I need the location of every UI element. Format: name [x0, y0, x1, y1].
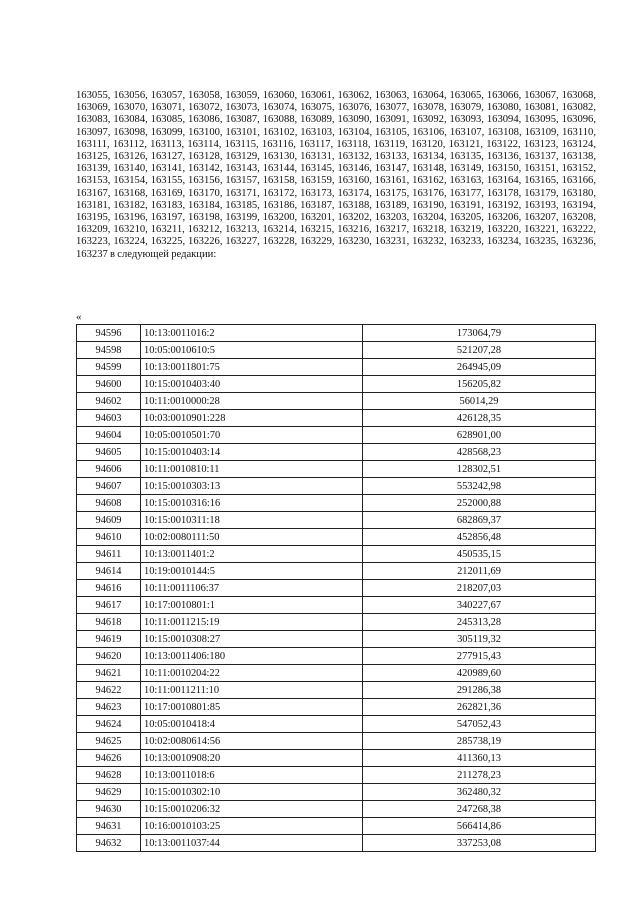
cadastral-value-cell: 173064,79	[363, 325, 596, 342]
row-number-cell: 94625	[77, 733, 141, 750]
cadastral-number-cell: 10:15:0010316:16	[141, 495, 363, 512]
cadastral-value-cell: 628901,00	[363, 427, 596, 444]
cadastral-number-cell: 10:17:0010801:1	[141, 597, 363, 614]
row-number-cell: 94608	[77, 495, 141, 512]
table-row	[77, 682, 596, 699]
table-row	[77, 784, 596, 801]
cadastral-value-cell: 452856,48	[363, 529, 596, 546]
row-number-cell: 94598	[77, 342, 141, 359]
row-number-cell: 94614	[77, 563, 141, 580]
row-number-cell: 94632	[77, 835, 141, 852]
cadastral-number-cell: 10:17:0010801:85	[141, 699, 363, 716]
row-number-cell: 94606	[77, 461, 141, 478]
body-paragraph: 163055, 163056, 163057, 163058, 163059, 163060, 163061, 163062, 163063, 163064, 163065, 163066, 163067, 163068, 163069, 163070, 163071, 163072, 163073, 163074, 163075, 163076, 163077, 163078, 163079, 163080, 163081, 163082, 163083, 163084, 163085, 163086, 163087, 163088, 163089, 163090, 163091, 163092, 163093, 163094, 163095, 163096, 163097, 163098, 163099, 163100, 163101, 163102, 163103, 163104, 163105, 163106, 163107, 163108, 163109, 163110, 163111, 163112, 163113, 163114, 163115, 163116, 163117, 163118, 163119, 163120, 163121, 163122, 163123, 163124, 163125, 163126, 163127, 163128, 163129, 163130, 163131, 163132, 163133, 163134, 163135, 163136, 163137, 163138, 163139, 163140, 163141, 163142, 163143, 163144, 163145, 163146, 163147, 163148, 163149, 163150, 163151, 163152, 163153, 163154, 163155, 163156, 163157, 163158, 163159, 163160, 163161, 163162, 163163, 163164, 163165, 163166, 163167, 163168, 163169, 163170, 163171, 163172, 163173, 163174, 163175, 163176, 163177, 163178, 163179, 163180, 163181, 163182, 163183, 163184, 163185, 163186, 163187, 163188, 163189, 163190, 163191, 163192, 163193, 163194, 163195, 163196, 163197, 163198, 163199, 163200, 163201, 163202, 163203, 163204, 163205, 163206, 163207, 163208, 163209, 163210, 163211, 163212, 163213, 163214, 163215, 163216, 163217, 163218, 163219, 163220, 163221, 163222, 163223, 163224, 163225, 163226, 163227, 163228, 163229, 163230, 163231, 163232, 163233, 163234, 163235, 163236, 163237 в следующей редакции:	[76, 90, 596, 260]
cadastral-value-cell: 420989,60	[363, 665, 596, 682]
table-row	[77, 699, 596, 716]
cadastral-value-cell: 245313,28	[363, 614, 596, 631]
row-number-cell: 94622	[77, 682, 141, 699]
cadastral-number-cell: 10:15:0010302:10	[141, 784, 363, 801]
cadastral-number-cell: 10:02:0080614:56	[141, 733, 363, 750]
table-row	[77, 359, 596, 376]
cadastral-number-cell: 10:13:0011018:6	[141, 767, 363, 784]
cadastral-value-table	[76, 324, 596, 852]
row-number-cell: 94596	[77, 325, 141, 342]
cadastral-value-cell: 340227,67	[363, 597, 596, 614]
row-number-cell: 94619	[77, 631, 141, 648]
cadastral-number-cell: 10:15:0010311:18	[141, 512, 363, 529]
cadastral-value-cell: 156205,82	[363, 376, 596, 393]
table-row	[77, 376, 596, 393]
cadastral-number-cell: 10:19:0010144:5	[141, 563, 363, 580]
cadastral-value-cell: 450535,15	[363, 546, 596, 563]
table-row	[77, 648, 596, 665]
row-number-cell: 94620	[77, 648, 141, 665]
table-row	[77, 393, 596, 410]
cadastral-number-cell: 10:13:0011037:44	[141, 835, 363, 852]
cadastral-number-cell: 10:05:0010501:70	[141, 427, 363, 444]
cadastral-number-cell: 10:05:0010610:5	[141, 342, 363, 359]
cadastral-value-cell: 218207,03	[363, 580, 596, 597]
cadastral-value-cell: 291286,38	[363, 682, 596, 699]
row-number-cell: 94624	[77, 716, 141, 733]
table-body	[77, 325, 596, 852]
cadastral-number-cell: 10:11:0011106:37	[141, 580, 363, 597]
table-row	[77, 495, 596, 512]
cadastral-number-cell: 10:15:0010308:27	[141, 631, 363, 648]
table-row	[77, 614, 596, 631]
table-row	[77, 665, 596, 682]
row-number-cell: 94618	[77, 614, 141, 631]
row-number-cell: 94607	[77, 478, 141, 495]
cadastral-number-cell: 10:15:0010206:32	[141, 801, 363, 818]
cadastral-value-cell: 128302,51	[363, 461, 596, 478]
table-row	[77, 478, 596, 495]
row-number-cell: 94610	[77, 529, 141, 546]
table-row	[77, 529, 596, 546]
cadastral-number-cell: 10:11:0010000:28	[141, 393, 363, 410]
cadastral-number-cell: 10:16:0010103:25	[141, 818, 363, 835]
cadastral-number-cell: 10:11:0010810:11	[141, 461, 363, 478]
cadastral-number-cell: 10:13:0011401:2	[141, 546, 363, 563]
cadastral-number-cell: 10:15:0010303:13	[141, 478, 363, 495]
table-row	[77, 597, 596, 614]
cadastral-value-cell: 547052,43	[363, 716, 596, 733]
cadastral-number-cell: 10:13:0011016:2	[141, 325, 363, 342]
opening-quote-mark: «	[76, 311, 82, 323]
cadastral-value-cell: 277915,43	[363, 648, 596, 665]
row-number-cell: 94626	[77, 750, 141, 767]
row-number-cell: 94604	[77, 427, 141, 444]
cadastral-number-cell: 10:15:0010403:14	[141, 444, 363, 461]
table-row	[77, 444, 596, 461]
cadastral-number-cell: 10:11:0010204:22	[141, 665, 363, 682]
cadastral-number-cell: 10:13:0011801:75	[141, 359, 363, 376]
table-row	[77, 580, 596, 597]
cadastral-value-cell: 264945,09	[363, 359, 596, 376]
row-number-cell: 94631	[77, 818, 141, 835]
cadastral-number-cell: 10:03:0010901:228	[141, 410, 363, 427]
row-number-cell: 94630	[77, 801, 141, 818]
row-number-cell: 94599	[77, 359, 141, 376]
row-number-cell: 94617	[77, 597, 141, 614]
cadastral-number-cell: 10:02:0080111:50	[141, 529, 363, 546]
row-number-cell: 94629	[77, 784, 141, 801]
table-row	[77, 750, 596, 767]
table-row	[77, 546, 596, 563]
cadastral-value-cell: 428568,23	[363, 444, 596, 461]
row-number-cell: 94603	[77, 410, 141, 427]
row-number-cell: 94602	[77, 393, 141, 410]
cadastral-value-cell: 262821,36	[363, 699, 596, 716]
table-row	[77, 631, 596, 648]
row-number-cell: 94605	[77, 444, 141, 461]
cadastral-value-cell: 211278,23	[363, 767, 596, 784]
row-number-cell: 94621	[77, 665, 141, 682]
row-number-cell: 94628	[77, 767, 141, 784]
cadastral-value-cell: 411360,13	[363, 750, 596, 767]
table-row	[77, 342, 596, 359]
row-number-cell: 94611	[77, 546, 141, 563]
cadastral-value-cell: 553242,98	[363, 478, 596, 495]
cadastral-number-cell: 10:13:0011406:180	[141, 648, 363, 665]
cadastral-value-cell: 305119,32	[363, 631, 596, 648]
table-row	[77, 325, 596, 342]
cadastral-number-cell: 10:11:0011215:19	[141, 614, 363, 631]
table-row	[77, 818, 596, 835]
cadastral-value-cell: 362480,32	[363, 784, 596, 801]
cadastral-number-cell: 10:13:0010908:20	[141, 750, 363, 767]
cadastral-value-cell: 285738,19	[363, 733, 596, 750]
cadastral-value-cell: 56014,29	[363, 393, 596, 410]
cadastral-value-cell: 247268,38	[363, 801, 596, 818]
table-row	[77, 461, 596, 478]
table-row	[77, 801, 596, 818]
cadastral-number-cell: 10:11:0011211:10	[141, 682, 363, 699]
cadastral-number-cell: 10:05:0010418:4	[141, 716, 363, 733]
table-row	[77, 410, 596, 427]
table-row	[77, 512, 596, 529]
row-number-cell: 94609	[77, 512, 141, 529]
table-row	[77, 427, 596, 444]
cadastral-value-cell: 212011,69	[363, 563, 596, 580]
row-number-cell: 94616	[77, 580, 141, 597]
cadastral-number-cell: 10:15:0010403:40	[141, 376, 363, 393]
row-number-cell: 94600	[77, 376, 141, 393]
cadastral-value-cell: 252000,88	[363, 495, 596, 512]
cadastral-value-cell: 337253,08	[363, 835, 596, 852]
cadastral-value-cell: 521207,28	[363, 342, 596, 359]
table-row	[77, 563, 596, 580]
row-number-cell: 94623	[77, 699, 141, 716]
cadastral-value-cell: 426128,35	[363, 410, 596, 427]
cadastral-value-cell: 682869,37	[363, 512, 596, 529]
table-row	[77, 716, 596, 733]
table-row	[77, 767, 596, 784]
table-row	[77, 733, 596, 750]
table-row	[77, 835, 596, 852]
cadastral-value-cell: 566414,86	[363, 818, 596, 835]
